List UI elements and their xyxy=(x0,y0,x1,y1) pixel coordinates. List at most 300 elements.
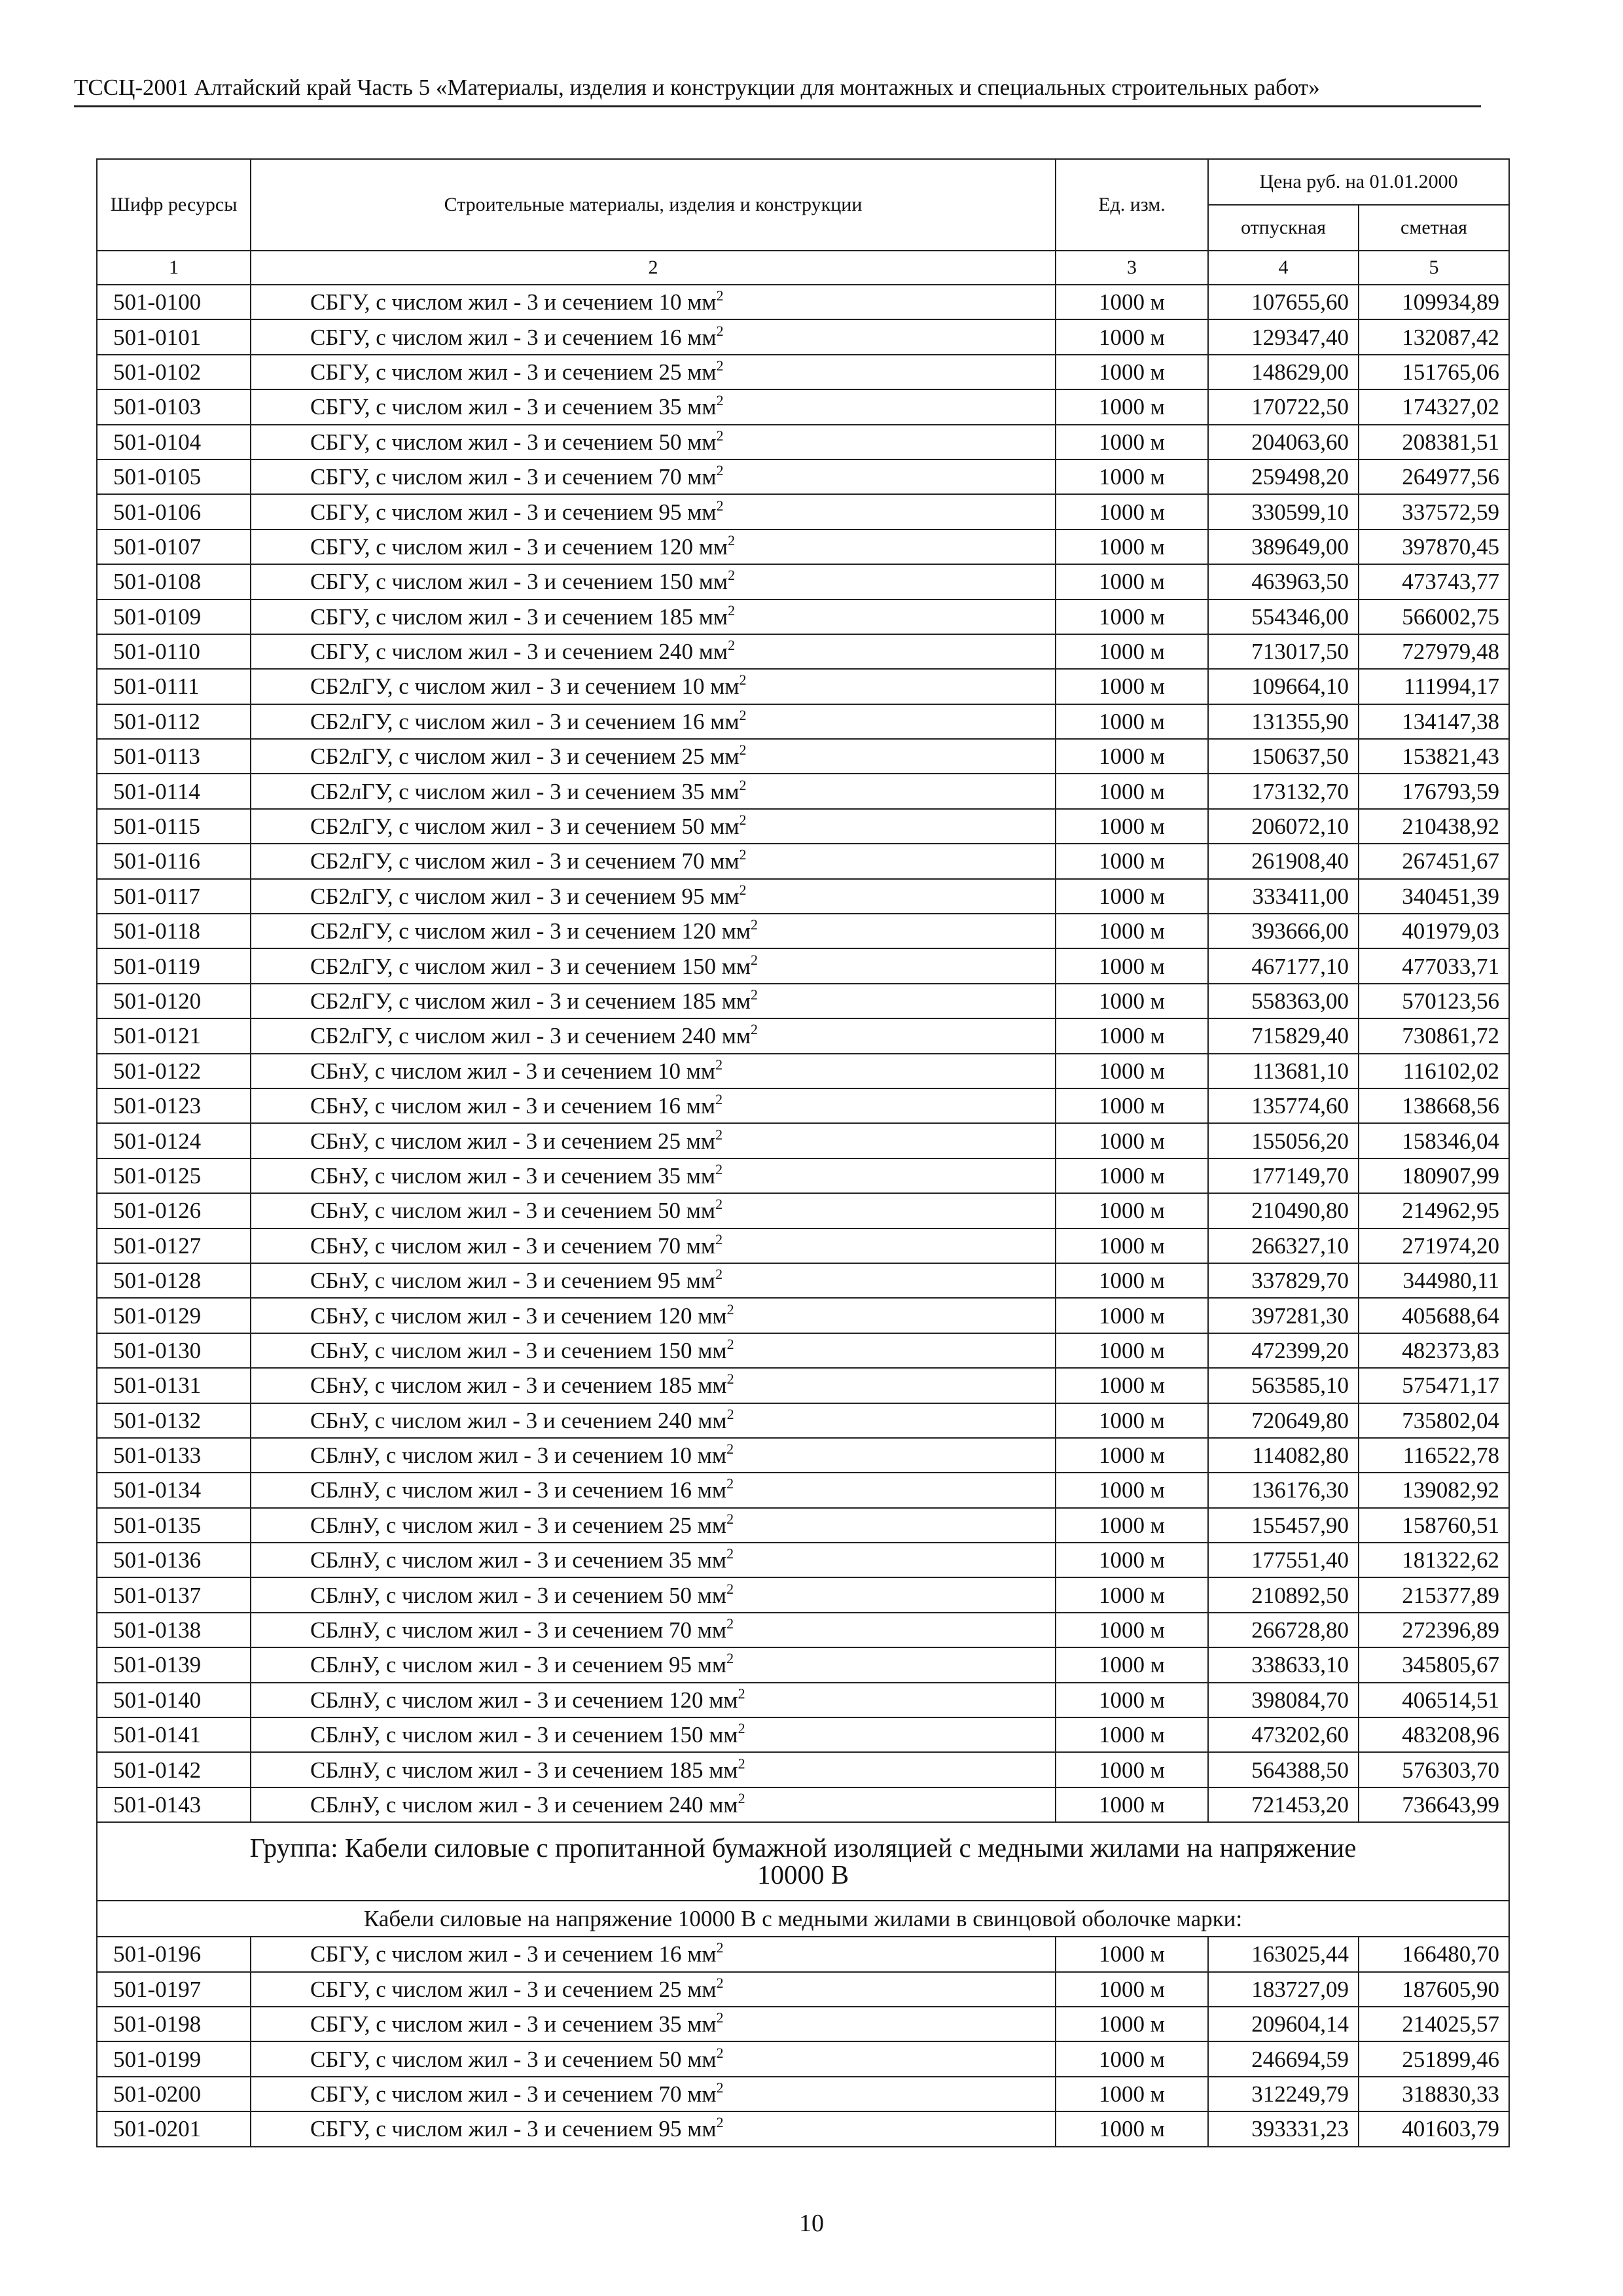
resource-code-cell: 501-0140 xyxy=(97,1683,251,1717)
material-name-text: СБлнУ, с числом жил - 3 и сечением 25 мм xyxy=(310,1512,727,1538)
header-rule xyxy=(74,105,1481,107)
resource-code-cell: 501-0112 xyxy=(97,704,251,739)
unit-cell: 1000 м xyxy=(1056,1787,1208,1822)
material-name-cell xyxy=(251,1123,1056,1158)
release-price-cell: 177551,40 xyxy=(1208,1543,1359,1577)
resource-code-cell: 501-0100 xyxy=(97,285,251,319)
estimate-price-cell: 483208,96 xyxy=(1359,1717,1509,1752)
resource-code-cell: 501-0103 xyxy=(97,389,251,424)
resource-code-cell: 501-0111 xyxy=(97,669,251,704)
material-name-text: СБГУ, с числом жил - 3 и сечением 95 мм xyxy=(310,499,717,525)
resource-code-cell: 501-0200 xyxy=(97,2077,251,2111)
release-price-cell: 210490,80 xyxy=(1208,1193,1359,1228)
estimate-price-cell: 318830,33 xyxy=(1359,2077,1509,2111)
material-name-cell xyxy=(251,669,1056,704)
table-row xyxy=(97,1717,1509,1752)
estimate-price-cell: 116102,02 xyxy=(1359,1054,1509,1088)
unit-cell: 1000 м xyxy=(1056,879,1208,914)
unit-superscript: 2 xyxy=(726,1510,734,1527)
price-table xyxy=(96,158,1510,2147)
release-price-cell: 261908,40 xyxy=(1208,844,1359,878)
column-header-release-price: отпускная xyxy=(1208,205,1359,251)
unit-superscript: 2 xyxy=(715,1230,723,1247)
release-price-cell: 337829,70 xyxy=(1208,1263,1359,1298)
unit-superscript: 2 xyxy=(738,1720,745,1737)
material-name-cell xyxy=(251,1787,1056,1822)
resource-code-cell: 501-0109 xyxy=(97,600,251,634)
unit-cell: 1000 м xyxy=(1056,1298,1208,1333)
unit-superscript: 2 xyxy=(716,2114,724,2131)
estimate-price-cell: 158346,04 xyxy=(1359,1123,1509,1158)
release-price-cell: 393666,00 xyxy=(1208,914,1359,948)
material-name-text: СБ2лГУ, с числом жил - 3 и сечением 25 мм xyxy=(310,744,740,770)
estimate-price-cell: 566002,75 xyxy=(1359,600,1509,634)
unit-superscript: 2 xyxy=(716,357,724,374)
table-row xyxy=(97,914,1509,948)
material-name-cell xyxy=(251,1333,1056,1368)
material-name-text: СБлнУ, с числом жил - 3 и сечением 120 мм xyxy=(310,1687,738,1713)
release-price-cell: 393331,23 xyxy=(1208,2111,1359,2146)
resource-code-cell: 501-0117 xyxy=(97,879,251,914)
unit-cell: 1000 м xyxy=(1056,1123,1208,1158)
unit-cell: 1000 м xyxy=(1056,948,1208,983)
table-row xyxy=(97,389,1509,424)
release-price-cell: 473202,60 xyxy=(1208,1717,1359,1752)
release-price-cell: 463963,50 xyxy=(1208,564,1359,599)
unit-superscript: 2 xyxy=(716,427,724,444)
release-price-cell: 713017,50 xyxy=(1208,634,1359,669)
unit-superscript: 2 xyxy=(728,531,736,548)
material-name-text: СБнУ, с числом жил - 3 и сечением 70 мм xyxy=(310,1232,716,1259)
estimate-price-cell: 187605,90 xyxy=(1359,1972,1509,2007)
table-row xyxy=(97,844,1509,878)
resource-code-cell: 501-0135 xyxy=(97,1508,251,1543)
column-header-price-group: Цена руб. на 01.01.2000 xyxy=(1208,159,1509,205)
release-price-cell: 173132,70 xyxy=(1208,774,1359,808)
unit-superscript: 2 xyxy=(716,392,724,409)
unit-cell: 1000 м xyxy=(1056,669,1208,704)
material-name-text: СБ2лГУ, с числом жил - 3 и сечением 70 мм xyxy=(310,848,740,874)
release-price-cell: 170722,50 xyxy=(1208,389,1359,424)
unit-cell: 1000 м xyxy=(1056,1543,1208,1577)
unit-superscript: 2 xyxy=(716,462,724,479)
material-name-cell xyxy=(251,1403,1056,1438)
unit-superscript: 2 xyxy=(726,1441,734,1458)
estimate-price-cell: 345805,67 xyxy=(1359,1647,1509,1682)
release-price-cell: 398084,70 xyxy=(1208,1683,1359,1717)
material-name-cell xyxy=(251,2077,1056,2111)
material-name-text: СБлнУ, с числом жил - 3 и сечением 35 мм xyxy=(310,1547,727,1573)
table-row xyxy=(97,1683,1509,1717)
resource-code-cell: 501-0106 xyxy=(97,494,251,529)
estimate-price-cell: 264977,56 xyxy=(1359,459,1509,494)
unit-cell: 1000 м xyxy=(1056,285,1208,319)
material-name-cell xyxy=(251,1683,1056,1717)
estimate-price-cell: 272396,89 xyxy=(1359,1613,1509,1647)
estimate-price-cell: 132087,42 xyxy=(1359,319,1509,354)
material-name-text: СБГУ, с числом жил - 3 и сечением 95 мм xyxy=(310,2116,717,2142)
material-name-text: СБнУ, с числом жил - 3 и сечением 16 мм xyxy=(310,1093,716,1119)
unit-cell: 1000 м xyxy=(1056,1683,1208,1717)
material-name-text: СБ2лГУ, с числом жил - 3 и сечением 120 мм xyxy=(310,918,751,944)
resource-code-cell: 501-0199 xyxy=(97,2041,251,2076)
material-name-cell xyxy=(251,844,1056,878)
material-name-cell xyxy=(251,1263,1056,1298)
table-body-group-2 xyxy=(97,1937,1509,2146)
resource-code-cell: 501-0198 xyxy=(97,2007,251,2041)
material-name-cell xyxy=(251,494,1056,529)
resource-code-cell: 501-0201 xyxy=(97,2111,251,2146)
estimate-price-cell: 151765,06 xyxy=(1359,355,1509,389)
table-row xyxy=(97,1229,1509,1263)
table-row xyxy=(97,1972,1509,2007)
unit-cell: 1000 м xyxy=(1056,1752,1208,1787)
unit-superscript: 2 xyxy=(716,322,724,339)
unit-superscript: 2 xyxy=(739,706,747,723)
release-price-cell: 563585,10 xyxy=(1208,1368,1359,1403)
material-name-text: СБГУ, с числом жил - 3 и сечением 70 мм xyxy=(310,2081,717,2107)
unit-cell: 1000 м xyxy=(1056,1403,1208,1438)
material-name-cell xyxy=(251,1298,1056,1333)
estimate-price-cell: 401979,03 xyxy=(1359,914,1509,948)
material-name-text: СБ2лГУ, с числом жил - 3 и сечением 95 мм xyxy=(310,883,740,909)
material-name-text: СБлнУ, с числом жил - 3 и сечением 16 мм xyxy=(310,1477,727,1503)
material-name-cell xyxy=(251,1543,1056,1577)
resource-code-cell: 501-0101 xyxy=(97,319,251,354)
unit-cell: 1000 м xyxy=(1056,425,1208,459)
unit-superscript: 2 xyxy=(726,1335,734,1352)
release-price-cell: 148629,00 xyxy=(1208,355,1359,389)
material-name-cell xyxy=(251,389,1056,424)
unit-superscript: 2 xyxy=(715,1056,723,1073)
resource-code-cell: 501-0127 xyxy=(97,1229,251,1263)
material-name-cell xyxy=(251,564,1056,599)
material-name-cell xyxy=(251,1972,1056,2007)
material-name-cell xyxy=(251,319,1056,354)
material-name-text: СБ2лГУ, с числом жил - 3 и сечением 16 мм xyxy=(310,708,740,734)
material-name-cell xyxy=(251,425,1056,459)
material-name-cell xyxy=(251,285,1056,319)
unit-superscript: 2 xyxy=(738,1755,745,1772)
table-row xyxy=(97,1508,1509,1543)
table-row xyxy=(97,1613,1509,1647)
table-row xyxy=(97,564,1509,599)
unit-superscript: 2 xyxy=(728,567,736,584)
resource-code-cell: 501-0138 xyxy=(97,1613,251,1647)
estimate-price-cell: 575471,17 xyxy=(1359,1368,1509,1403)
release-price-cell: 131355,90 xyxy=(1208,704,1359,739)
unit-superscript: 2 xyxy=(715,1126,723,1143)
estimate-price-cell: 180907,99 xyxy=(1359,1158,1509,1193)
unit-cell: 1000 м xyxy=(1056,1263,1208,1298)
estimate-price-cell: 210438,92 xyxy=(1359,809,1509,844)
unit-cell: 1000 м xyxy=(1056,494,1208,529)
material-name-text: СБГУ, с числом жил - 3 и сечением 240 мм xyxy=(310,639,728,665)
column-number: 4 xyxy=(1208,251,1359,285)
unit-cell: 1000 м xyxy=(1056,1473,1208,1507)
material-name-cell xyxy=(251,1613,1056,1647)
resource-code-cell: 501-0196 xyxy=(97,1937,251,1971)
unit-superscript: 2 xyxy=(728,637,736,654)
release-price-cell: 135774,60 xyxy=(1208,1088,1359,1123)
column-header-code: Шифр ресурсы xyxy=(97,159,251,251)
subgroup-title: Кабели силовые на напряжение 10000 В с медными жилами в свинцовой оболочке марки: xyxy=(97,1901,1509,1937)
estimate-price-cell: 267451,67 xyxy=(1359,844,1509,878)
resource-code-cell: 501-0126 xyxy=(97,1193,251,1228)
release-price-cell: 206072,10 xyxy=(1208,809,1359,844)
unit-cell: 1000 м xyxy=(1056,529,1208,564)
material-name-text: СБлнУ, с числом жил - 3 и сечением 185 мм xyxy=(310,1757,738,1783)
release-price-cell: 554346,00 xyxy=(1208,600,1359,634)
unit-superscript: 2 xyxy=(751,1021,758,1038)
unit-superscript: 2 xyxy=(726,1300,734,1318)
release-price-cell: 312249,79 xyxy=(1208,2077,1359,2111)
unit-cell: 1000 м xyxy=(1056,739,1208,774)
unit-cell: 1000 м xyxy=(1056,1438,1208,1473)
unit-superscript: 2 xyxy=(751,916,758,933)
unit-superscript: 2 xyxy=(726,1405,734,1422)
unit-superscript: 2 xyxy=(751,986,758,1003)
estimate-price-cell: 482373,83 xyxy=(1359,1333,1509,1368)
estimate-price-cell: 181322,62 xyxy=(1359,1543,1509,1577)
unit-superscript: 2 xyxy=(739,672,747,689)
estimate-price-cell: 727979,48 xyxy=(1359,634,1509,669)
table-row xyxy=(97,1018,1509,1053)
resource-code-cell: 501-0124 xyxy=(97,1123,251,1158)
material-name-text: СБнУ, с числом жил - 3 и сечением 25 мм xyxy=(310,1128,716,1154)
material-name-cell xyxy=(251,704,1056,739)
material-name-text: СБГУ, с числом жил - 3 и сечением 10 мм xyxy=(310,289,717,315)
unit-cell: 1000 м xyxy=(1056,2041,1208,2076)
release-price-cell: 564388,50 xyxy=(1208,1752,1359,1787)
release-price-cell: 113681,10 xyxy=(1208,1054,1359,1088)
estimate-price-cell: 214025,57 xyxy=(1359,2007,1509,2041)
material-name-text: СБГУ, с числом жил - 3 и сечением 50 мм xyxy=(310,429,717,455)
unit-superscript: 2 xyxy=(716,287,724,304)
material-name-cell xyxy=(251,600,1056,634)
table-row xyxy=(97,1088,1509,1123)
estimate-price-cell: 138668,56 xyxy=(1359,1088,1509,1123)
resource-code-cell: 501-0134 xyxy=(97,1473,251,1507)
unit-cell: 1000 м xyxy=(1056,1647,1208,1682)
material-name-text: СБ2лГУ, с числом жил - 3 и сечением 10 мм xyxy=(310,673,740,700)
unit-superscript: 2 xyxy=(751,951,758,968)
resource-code-cell: 501-0115 xyxy=(97,809,251,844)
release-price-cell: 720649,80 xyxy=(1208,1403,1359,1438)
material-name-cell xyxy=(251,2007,1056,2041)
release-price-cell: 721453,20 xyxy=(1208,1787,1359,1822)
unit-cell: 1000 м xyxy=(1056,1158,1208,1193)
release-price-cell: 472399,20 xyxy=(1208,1333,1359,1368)
material-name-text: СБ2лГУ, с числом жил - 3 и сечением 240 мм xyxy=(310,1023,751,1049)
material-name-text: СБ2лГУ, с числом жил - 3 и сечением 35 мм xyxy=(310,778,740,804)
unit-cell: 1000 м xyxy=(1056,809,1208,844)
material-name-text: СБГУ, с числом жил - 3 и сечением 185 мм xyxy=(310,603,728,630)
table-row xyxy=(97,1403,1509,1438)
resource-code-cell: 501-0133 xyxy=(97,1438,251,1473)
unit-cell: 1000 м xyxy=(1056,1508,1208,1543)
unit-superscript: 2 xyxy=(716,2009,724,2026)
unit-superscript: 2 xyxy=(726,1545,734,1562)
table-row xyxy=(97,1263,1509,1298)
unit-cell: 1000 м xyxy=(1056,355,1208,389)
resource-code-cell: 501-0136 xyxy=(97,1543,251,1577)
resource-code-cell: 501-0131 xyxy=(97,1368,251,1403)
table-row xyxy=(97,739,1509,774)
material-name-cell xyxy=(251,634,1056,669)
estimate-price-cell: 134147,38 xyxy=(1359,704,1509,739)
resource-code-cell: 501-0143 xyxy=(97,1787,251,1822)
column-number-row xyxy=(97,251,1509,285)
group-title: Группа: Кабели силовые с пропитанной бумажной изоляцией с медными жилами на напряжение 10000 В xyxy=(97,1822,1509,1901)
unit-cell: 1000 м xyxy=(1056,844,1208,878)
unit-cell: 1000 м xyxy=(1056,704,1208,739)
unit-superscript: 2 xyxy=(728,601,736,619)
unit-superscript: 2 xyxy=(726,1371,734,1388)
unit-cell: 1000 м xyxy=(1056,2111,1208,2146)
table-row xyxy=(97,600,1509,634)
table-row xyxy=(97,1787,1509,1822)
estimate-price-cell: 344980,11 xyxy=(1359,1263,1509,1298)
material-name-text: СБ2лГУ, с числом жил - 3 и сечением 185 мм xyxy=(310,988,751,1014)
resource-code-cell: 501-0119 xyxy=(97,948,251,983)
table-row xyxy=(97,2111,1509,2146)
release-price-cell: 259498,20 xyxy=(1208,459,1359,494)
table-row xyxy=(97,809,1509,844)
estimate-price-cell: 158760,51 xyxy=(1359,1508,1509,1543)
resource-code-cell: 501-0132 xyxy=(97,1403,251,1438)
table-row xyxy=(97,1752,1509,1787)
unit-cell: 1000 м xyxy=(1056,1229,1208,1263)
unit-cell: 1000 м xyxy=(1056,2077,1208,2111)
table-row xyxy=(97,1158,1509,1193)
release-price-cell: 155056,20 xyxy=(1208,1123,1359,1158)
unit-superscript: 2 xyxy=(738,1685,745,1702)
release-price-cell: 136176,30 xyxy=(1208,1473,1359,1507)
release-price-cell: 129347,40 xyxy=(1208,319,1359,354)
table-row xyxy=(97,1054,1509,1088)
resource-code-cell: 501-0114 xyxy=(97,774,251,808)
material-name-text: СБГУ, с числом жил - 3 и сечением 50 мм xyxy=(310,2046,717,2072)
resource-code-cell: 501-0125 xyxy=(97,1158,251,1193)
material-name-cell xyxy=(251,1752,1056,1787)
release-price-cell: 107655,60 xyxy=(1208,285,1359,319)
unit-cell: 1000 м xyxy=(1056,564,1208,599)
unit-superscript: 2 xyxy=(726,1615,734,1632)
material-name-text: СБнУ, с числом жил - 3 и сечением 35 мм xyxy=(310,1162,716,1189)
material-name-cell xyxy=(251,879,1056,914)
unit-cell: 1000 м xyxy=(1056,319,1208,354)
table-row xyxy=(97,1123,1509,1158)
release-price-cell: 266728,80 xyxy=(1208,1613,1359,1647)
table-row xyxy=(97,355,1509,389)
table-row xyxy=(97,774,1509,808)
unit-cell: 1000 м xyxy=(1056,1054,1208,1088)
column-number: 3 xyxy=(1056,251,1208,285)
material-name-text: СБлнУ, с числом жил - 3 и сечением 95 мм xyxy=(310,1652,727,1678)
table-row xyxy=(97,984,1509,1018)
release-price-cell: 397281,30 xyxy=(1208,1298,1359,1333)
resource-code-cell: 501-0110 xyxy=(97,634,251,669)
table-row xyxy=(97,1333,1509,1368)
page-header-title: ТССЦ-2001 Алтайский край Часть 5 «Материалы, изделия и конструкции для монтажных и специальных строительных работ» xyxy=(74,75,1320,100)
material-name-text: СБГУ, с числом жил - 3 и сечением 120 мм xyxy=(310,533,728,560)
estimate-price-cell: 153821,43 xyxy=(1359,739,1509,774)
table-row xyxy=(97,879,1509,914)
unit-superscript: 2 xyxy=(726,1650,734,1667)
release-price-cell: 333411,00 xyxy=(1208,879,1359,914)
resource-code-cell: 501-0104 xyxy=(97,425,251,459)
unit-superscript: 2 xyxy=(716,1939,724,1956)
estimate-price-cell: 405688,64 xyxy=(1359,1298,1509,1333)
unit-superscript: 2 xyxy=(715,1196,723,1213)
column-number: 5 xyxy=(1359,251,1509,285)
unit-cell: 1000 м xyxy=(1056,389,1208,424)
release-price-cell: 150637,50 xyxy=(1208,739,1359,774)
unit-cell: 1000 м xyxy=(1056,1333,1208,1368)
estimate-price-cell: 166480,70 xyxy=(1359,1937,1509,1971)
table-row xyxy=(97,1298,1509,1333)
material-name-cell xyxy=(251,1158,1056,1193)
material-name-text: СБГУ, с числом жил - 3 и сечением 35 мм xyxy=(310,394,717,420)
unit-superscript: 2 xyxy=(739,776,747,793)
material-name-text: СБГУ, с числом жил - 3 и сечением 150 мм xyxy=(310,569,728,595)
material-name-text: СБлнУ, с числом жил - 3 и сечением 150 мм xyxy=(310,1722,738,1748)
unit-superscript: 2 xyxy=(715,1091,723,1108)
table-row xyxy=(97,1647,1509,1682)
release-price-cell: 210892,50 xyxy=(1208,1577,1359,1612)
material-name-cell xyxy=(251,529,1056,564)
material-name-text: СБнУ, с числом жил - 3 и сечением 95 мм xyxy=(310,1268,716,1294)
table-row xyxy=(97,2077,1509,2111)
material-name-text: СБнУ, с числом жил - 3 и сечением 120 мм xyxy=(310,1302,727,1329)
resource-code-cell: 501-0142 xyxy=(97,1752,251,1787)
estimate-price-cell: 397870,45 xyxy=(1359,529,1509,564)
material-name-cell xyxy=(251,1368,1056,1403)
estimate-price-cell: 736643,99 xyxy=(1359,1787,1509,1822)
material-name-cell xyxy=(251,2111,1056,2146)
release-price-cell: 266327,10 xyxy=(1208,1229,1359,1263)
table-row xyxy=(97,494,1509,529)
table-row xyxy=(97,2007,1509,2041)
material-name-cell xyxy=(251,1054,1056,1088)
estimate-price-cell: 214962,95 xyxy=(1359,1193,1509,1228)
estimate-price-cell: 116522,78 xyxy=(1359,1438,1509,1473)
material-name-cell xyxy=(251,1717,1056,1752)
resource-code-cell: 501-0113 xyxy=(97,739,251,774)
unit-cell: 1000 м xyxy=(1056,984,1208,1018)
release-price-cell: 163025,44 xyxy=(1208,1937,1359,1971)
resource-code-cell: 501-0141 xyxy=(97,1717,251,1752)
estimate-price-cell: 139082,92 xyxy=(1359,1473,1509,1507)
material-name-text: СБГУ, с числом жил - 3 и сечением 25 мм xyxy=(310,1976,717,2002)
column-header-unit: Ед. изм. xyxy=(1056,159,1208,251)
resource-code-cell: 501-0118 xyxy=(97,914,251,948)
table-row xyxy=(97,285,1509,319)
material-name-cell xyxy=(251,948,1056,983)
material-name-text: СБнУ, с числом жил - 3 и сечением 185 мм xyxy=(310,1372,727,1399)
material-name-text: СБГУ, с числом жил - 3 и сечением 25 мм xyxy=(310,359,717,385)
material-name-cell xyxy=(251,1577,1056,1612)
material-name-cell xyxy=(251,914,1056,948)
material-name-cell xyxy=(251,355,1056,389)
table-row xyxy=(97,1473,1509,1507)
material-name-text: СБлнУ, с числом жил - 3 и сечением 10 мм xyxy=(310,1443,727,1469)
release-price-cell: 338633,10 xyxy=(1208,1647,1359,1682)
release-price-cell: 330599,10 xyxy=(1208,494,1359,529)
table-row xyxy=(97,459,1509,494)
unit-cell: 1000 м xyxy=(1056,774,1208,808)
